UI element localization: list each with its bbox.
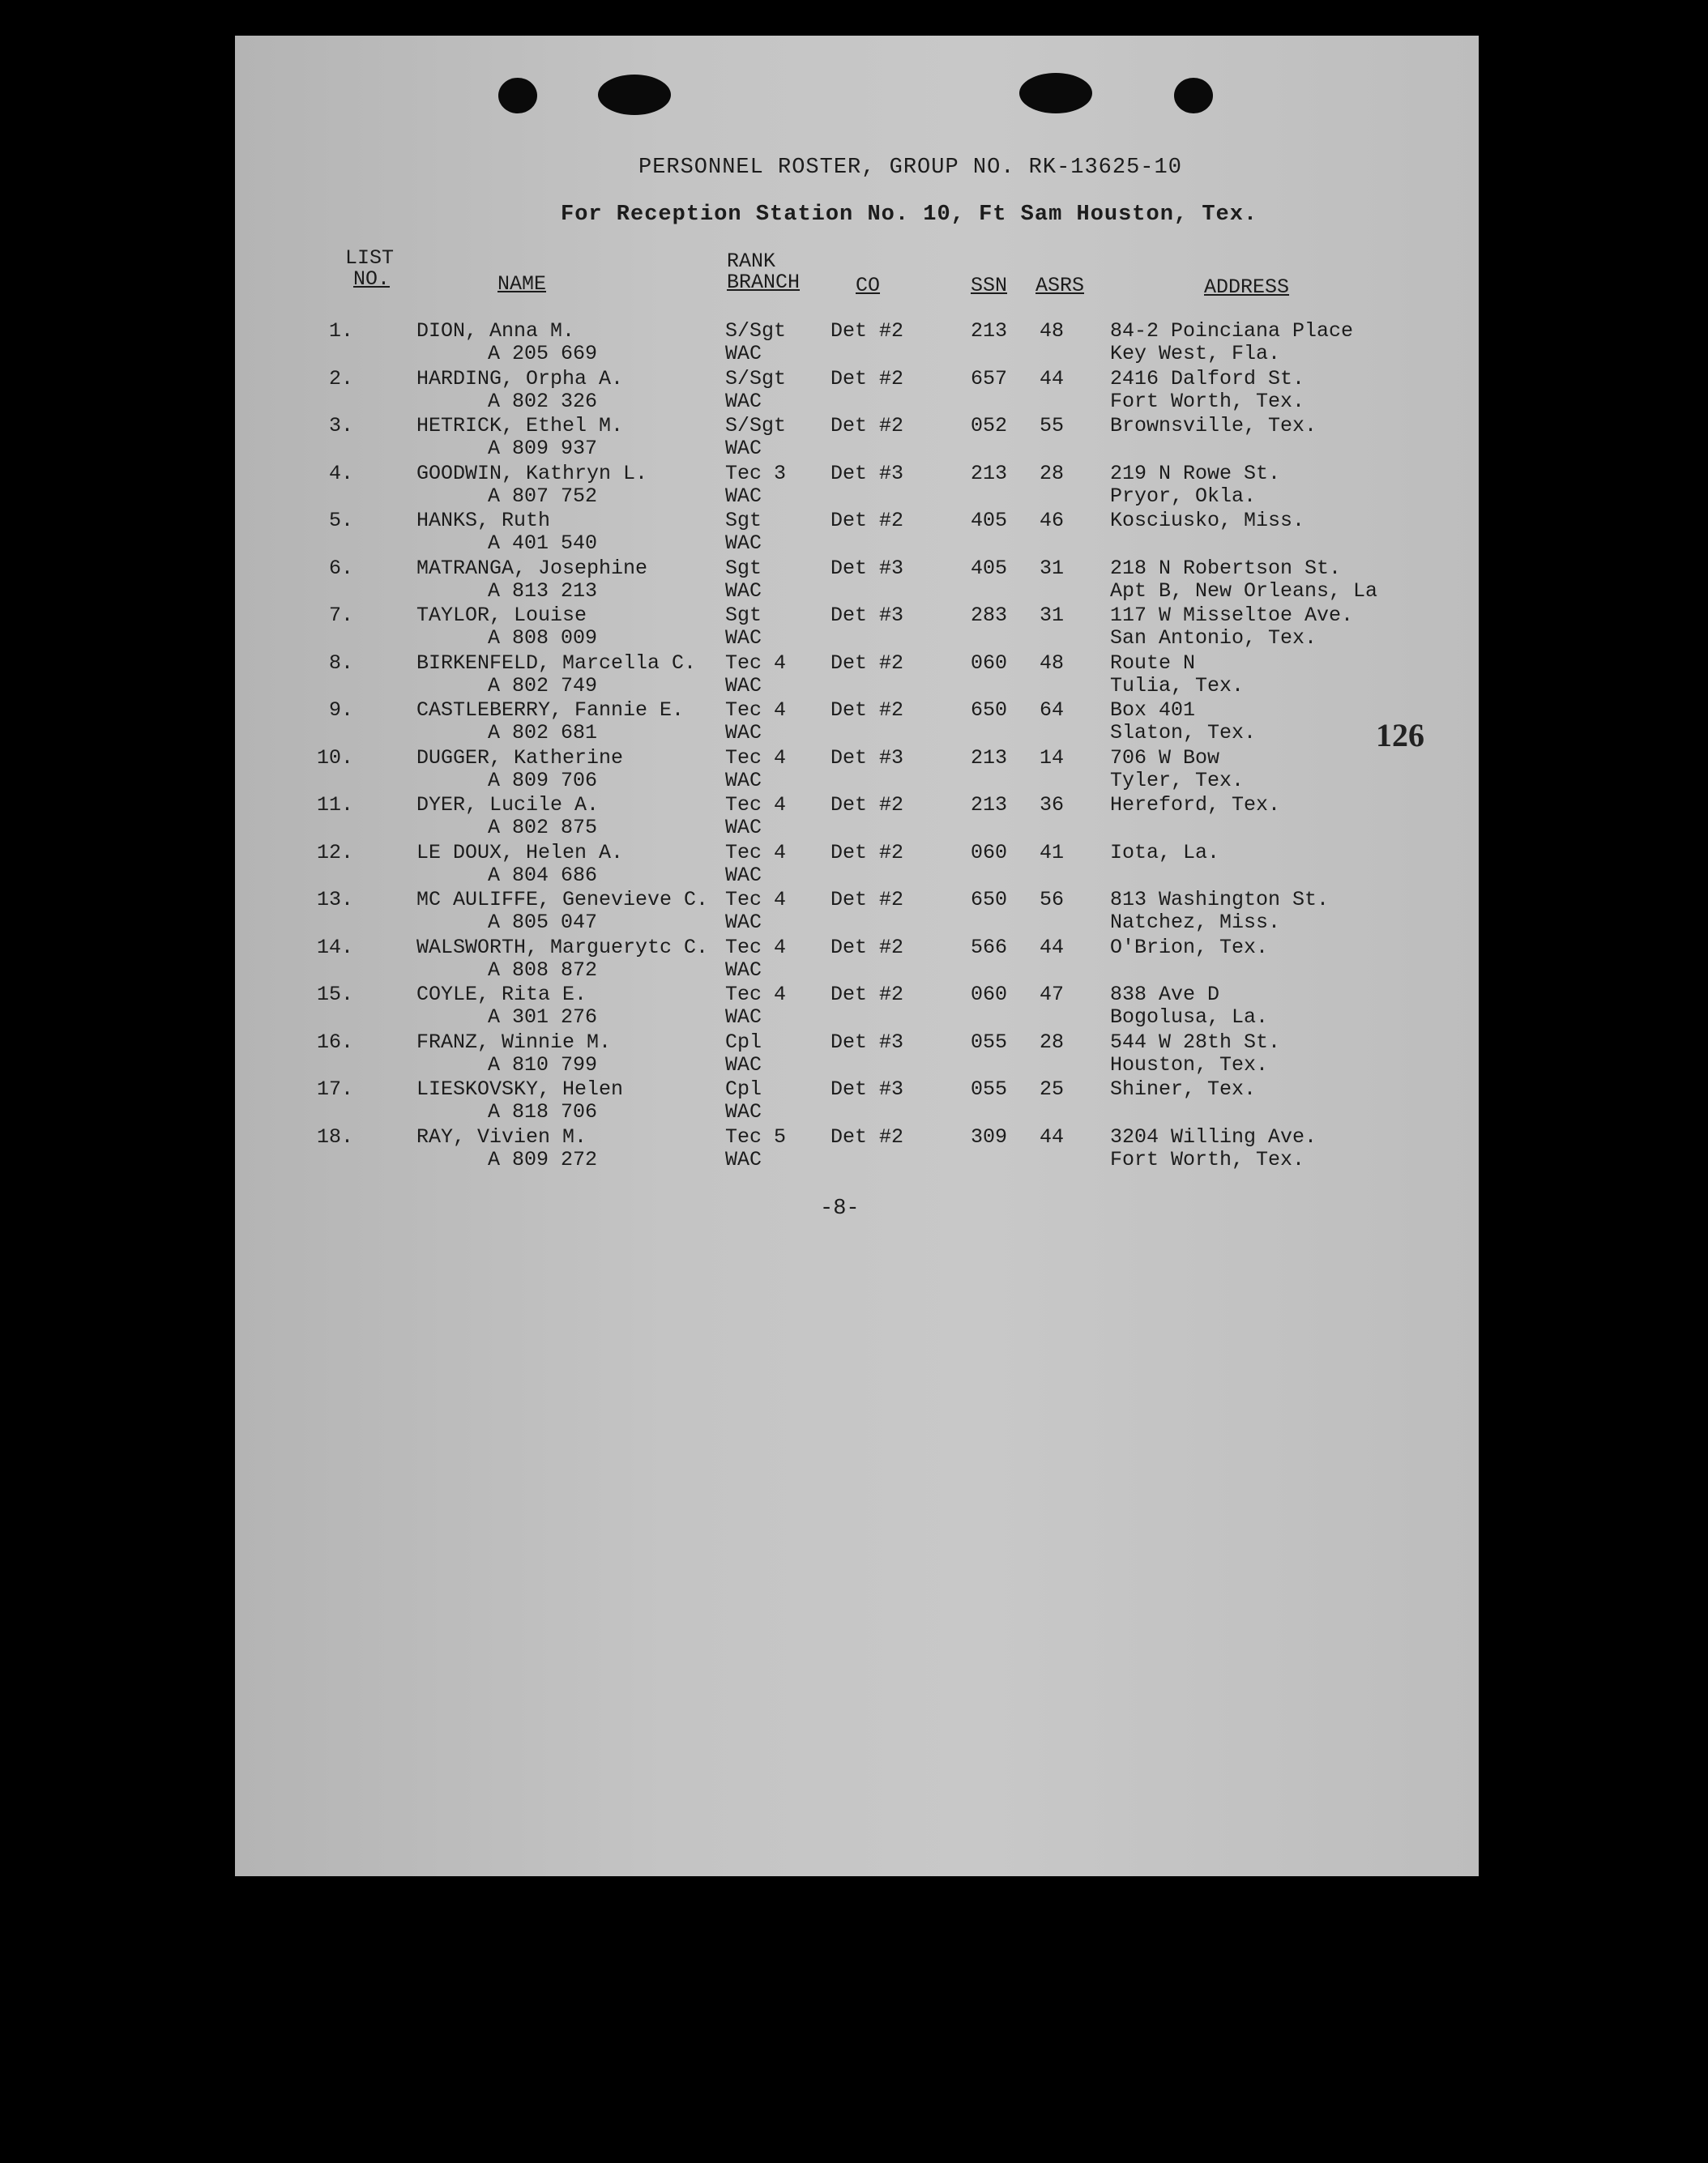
address-line-2: Fort Worth, Tex. — [1110, 1147, 1305, 1171]
column-header-name: NAME — [497, 272, 547, 296]
branch: WAC — [725, 1052, 762, 1077]
address-line-2: Key West, Fla. — [1110, 342, 1281, 365]
ssn-code: 405 — [971, 556, 1008, 580]
rank: Tec 4 — [725, 793, 787, 817]
person-name: LE DOUX, Helen A. — [416, 840, 624, 864]
rank: Cpl — [725, 1077, 762, 1101]
company: Det #2 — [831, 509, 904, 532]
address-line-1: 544 W 28th St. — [1110, 1030, 1281, 1054]
company: Det #2 — [831, 366, 904, 390]
address-line-2: Slaton, Tex. — [1110, 721, 1257, 744]
person-name: HARDING, Orpha A. — [416, 366, 624, 390]
branch: WAC — [725, 958, 762, 982]
address-line-1: Iota, La. — [1110, 840, 1220, 864]
table-row — [235, 888, 1479, 935]
rank: Tec 4 — [725, 651, 787, 675]
ssn-code: 213 — [971, 793, 1008, 817]
person-name: FRANZ, Winnie M. — [416, 1030, 612, 1054]
serial-number: A 802 681 — [488, 721, 598, 744]
asrs-score: 41 — [1040, 840, 1065, 864]
serial-number: A 810 799 — [488, 1052, 598, 1077]
branch: WAC — [725, 673, 762, 698]
ssn-code: 213 — [971, 319, 1008, 343]
row-number: 7. — [328, 604, 353, 627]
person-name: DION, Anna M. — [416, 319, 575, 343]
address-line-2: Tyler, Tex. — [1110, 768, 1245, 792]
branch: WAC — [725, 1005, 762, 1029]
company: Det #2 — [831, 840, 904, 864]
table-row — [235, 557, 1479, 604]
company: Det #2 — [831, 983, 904, 1006]
rank: Tec 5 — [725, 1124, 787, 1149]
address-line-1: 219 N Rowe St. — [1110, 461, 1281, 485]
punch-hole — [1174, 78, 1213, 113]
punch-hole — [598, 75, 671, 115]
column-header-branch-label: BRANCH — [727, 271, 801, 294]
branch: WAC — [725, 863, 762, 887]
serial-number: A 809 272 — [488, 1147, 598, 1171]
serial-number: A 818 706 — [488, 1100, 598, 1124]
person-name: CASTLEBERRY, Fannie E. — [416, 698, 685, 722]
person-name: TAYLOR, Louise — [416, 604, 587, 627]
company: Det #3 — [831, 745, 904, 770]
serial-number: A 205 669 — [488, 342, 598, 365]
table-row — [235, 1125, 1479, 1172]
ssn-code: 213 — [971, 745, 1008, 770]
asrs-score: 31 — [1040, 556, 1065, 580]
address-line-1: 84-2 Poinciana Place — [1110, 319, 1354, 343]
rank: Tec 4 — [725, 983, 787, 1006]
serial-number: A 401 540 — [488, 531, 598, 555]
row-number: 4. — [328, 461, 353, 485]
branch: WAC — [725, 1100, 762, 1124]
address-line-1: Shiner, Tex. — [1110, 1077, 1257, 1101]
person-name: WALSWORTH, Marguerytc C. — [416, 935, 709, 959]
address-line-1: 813 Washington St. — [1110, 888, 1330, 911]
table-row — [235, 319, 1479, 366]
address-line-2: Bogolusa, La. — [1110, 1005, 1269, 1029]
branch: WAC — [725, 1147, 762, 1171]
address-line-1: 838 Ave D — [1110, 983, 1220, 1006]
branch: WAC — [725, 578, 762, 603]
row-number: 3. — [328, 414, 353, 437]
stamped-number: 126 — [1376, 717, 1424, 753]
branch: WAC — [725, 437, 762, 460]
branch: WAC — [725, 768, 762, 792]
ssn-code: 650 — [971, 888, 1008, 911]
address-line-1: 2416 Dalford St. — [1110, 366, 1305, 390]
column-header-list-label: LIST — [345, 246, 395, 270]
column-header-rank-branch — [727, 251, 800, 293]
row-number: 11. — [316, 793, 353, 817]
asrs-score: 28 — [1040, 1030, 1065, 1054]
rank: S/Sgt — [725, 366, 787, 390]
company: Det #2 — [831, 1124, 904, 1149]
address-line-2: San Antonio, Tex. — [1110, 626, 1317, 650]
company: Det #3 — [831, 461, 904, 485]
asrs-score: 14 — [1040, 745, 1065, 770]
ssn-code: 283 — [971, 604, 1008, 627]
table-row — [235, 414, 1479, 461]
ssn-code: 657 — [971, 366, 1008, 390]
rank: Cpl — [725, 1030, 762, 1054]
row-number: 1. — [328, 319, 353, 343]
column-header-rank-label: RANK — [727, 250, 776, 273]
serial-number: A 808 009 — [488, 626, 598, 650]
address-line-1: 117 W Misseltoe Ave. — [1110, 604, 1354, 627]
page-number: -8- — [820, 1197, 860, 1221]
ssn-code: 213 — [971, 461, 1008, 485]
address-line-1: 3204 Willing Ave. — [1110, 1124, 1317, 1149]
row-number: 6. — [328, 556, 353, 580]
ssn-code: 060 — [971, 651, 1008, 675]
table-row — [235, 604, 1479, 651]
person-name: BIRKENFELD, Marcella C. — [416, 651, 697, 675]
row-number: 13. — [316, 888, 353, 911]
table-row — [235, 983, 1479, 1030]
row-number: 16. — [316, 1030, 353, 1054]
serial-number: A 808 872 — [488, 958, 598, 982]
asrs-score: 48 — [1040, 651, 1065, 675]
ssn-code: 055 — [971, 1077, 1008, 1101]
asrs-score: 47 — [1040, 983, 1065, 1006]
asrs-score: 44 — [1040, 1124, 1065, 1149]
asrs-score: 28 — [1040, 461, 1065, 485]
address-line-1: Box 401 — [1110, 698, 1196, 722]
person-name: HETRICK, Ethel M. — [416, 414, 624, 437]
document-title: PERSONNEL ROSTER, GROUP NO. RK-13625-10 — [638, 156, 1182, 180]
rank: Sgt — [725, 509, 762, 532]
person-name: HANKS, Ruth — [416, 509, 551, 532]
table-row — [235, 462, 1479, 509]
asrs-score: 55 — [1040, 414, 1065, 437]
asrs-score: 31 — [1040, 604, 1065, 627]
person-name: GOODWIN, Kathryn L. — [416, 461, 648, 485]
table-row — [235, 936, 1479, 983]
asrs-score: 48 — [1040, 319, 1065, 343]
row-number: 9. — [328, 698, 353, 722]
column-header-co: CO — [856, 274, 881, 297]
punch-hole — [498, 78, 537, 113]
ssn-code: 566 — [971, 935, 1008, 959]
branch: WAC — [725, 531, 762, 555]
ssn-code: 052 — [971, 414, 1008, 437]
address-line-2: Apt B, New Orleans, La — [1110, 578, 1378, 603]
address-line-1: Kosciusko, Miss. — [1110, 509, 1305, 532]
branch: WAC — [725, 911, 762, 934]
serial-number: A 802 875 — [488, 816, 598, 839]
ssn-code: 309 — [971, 1124, 1008, 1149]
row-number: 14. — [316, 935, 353, 959]
table-row — [235, 698, 1479, 745]
column-header-address: ADDRESS — [1204, 275, 1290, 299]
company: Det #2 — [831, 698, 904, 722]
person-name: RAY, Vivien M. — [416, 1124, 587, 1149]
branch: WAC — [725, 342, 762, 365]
asrs-score: 44 — [1040, 366, 1065, 390]
row-number: 17. — [316, 1077, 353, 1101]
serial-number: A 301 276 — [488, 1005, 598, 1029]
table-row — [235, 1077, 1479, 1124]
row-number: 5. — [328, 509, 353, 532]
serial-number: A 802 326 — [488, 389, 598, 413]
address-line-1: 218 N Robertson St. — [1110, 556, 1342, 580]
serial-number: A 813 213 — [488, 578, 598, 603]
punch-hole — [1019, 73, 1092, 113]
column-header-asrs: ASRS — [1035, 274, 1085, 297]
branch: WAC — [725, 484, 762, 508]
ssn-code: 405 — [971, 509, 1008, 532]
company: Det #3 — [831, 1030, 904, 1054]
row-number: 2. — [328, 366, 353, 390]
rank: Tec 4 — [725, 745, 787, 770]
rank: Tec 4 — [725, 888, 787, 911]
serial-number: A 802 749 — [488, 673, 598, 698]
address-line-2: Houston, Tex. — [1110, 1052, 1269, 1077]
company: Det #3 — [831, 1077, 904, 1101]
company: Det #2 — [831, 935, 904, 959]
row-number: 12. — [316, 840, 353, 864]
column-header-ssn: SSN — [971, 274, 1008, 297]
person-name: MC AULIFFE, Genevieve C. — [416, 888, 709, 911]
rank: S/Sgt — [725, 319, 787, 343]
roster-page — [235, 36, 1479, 1876]
company: Det #3 — [831, 604, 904, 627]
company: Det #2 — [831, 414, 904, 437]
rank: Tec 4 — [725, 698, 787, 722]
address-line-1: 706 W Bow — [1110, 745, 1220, 770]
asrs-score: 64 — [1040, 698, 1065, 722]
person-name: DYER, Lucile A. — [416, 793, 600, 817]
ssn-code: 060 — [971, 983, 1008, 1006]
branch: WAC — [725, 816, 762, 839]
branch: WAC — [725, 626, 762, 650]
table-row — [235, 1030, 1479, 1077]
row-number: 15. — [316, 983, 353, 1006]
row-number: 18. — [316, 1124, 353, 1149]
row-number: 8. — [328, 651, 353, 675]
rank: Tec 3 — [725, 461, 787, 485]
branch: WAC — [725, 721, 762, 744]
serial-number: A 807 752 — [488, 484, 598, 508]
address-line-1: Brownsville, Tex. — [1110, 414, 1317, 437]
company: Det #2 — [831, 888, 904, 911]
table-row — [235, 793, 1479, 840]
serial-number: A 804 686 — [488, 863, 598, 887]
serial-number: A 805 047 — [488, 911, 598, 934]
asrs-score: 25 — [1040, 1077, 1065, 1101]
column-header-list-no — [345, 248, 394, 290]
address-line-2: Fort Worth, Tex. — [1110, 389, 1305, 413]
address-line-1: O'Brion, Tex. — [1110, 935, 1269, 959]
table-row — [235, 651, 1479, 698]
person-name: COYLE, Rita E. — [416, 983, 587, 1006]
address-line-2: Natchez, Miss. — [1110, 911, 1281, 934]
ssn-code: 060 — [971, 840, 1008, 864]
asrs-score: 36 — [1040, 793, 1065, 817]
person-name: LIESKOVSKY, Helen — [416, 1077, 624, 1101]
rank: Sgt — [725, 556, 762, 580]
rank: S/Sgt — [725, 414, 787, 437]
table-row — [235, 841, 1479, 888]
table-row — [235, 746, 1479, 793]
address-line-2: Pryor, Okla. — [1110, 484, 1257, 508]
asrs-score: 46 — [1040, 509, 1065, 532]
serial-number: A 809 706 — [488, 768, 598, 792]
company: Det #2 — [831, 793, 904, 817]
row-number: 10. — [316, 745, 353, 770]
branch: WAC — [725, 389, 762, 413]
table-row — [235, 367, 1479, 414]
asrs-score: 44 — [1040, 935, 1065, 959]
company: Det #2 — [831, 319, 904, 343]
rank: Tec 4 — [725, 840, 787, 864]
address-line-2: Tulia, Tex. — [1110, 673, 1245, 698]
table-row — [235, 509, 1479, 556]
address-line-1: Route N — [1110, 651, 1196, 675]
person-name: MATRANGA, Josephine — [416, 556, 648, 580]
serial-number: A 809 937 — [488, 437, 598, 460]
ssn-code: 055 — [971, 1030, 1008, 1054]
address-line-1: Hereford, Tex. — [1110, 793, 1281, 817]
ssn-code: 650 — [971, 698, 1008, 722]
company: Det #3 — [831, 556, 904, 580]
rank: Sgt — [725, 604, 762, 627]
document-subtitle: For Reception Station No. 10, Ft Sam Houston, Tex. — [561, 203, 1258, 227]
person-name: DUGGER, Katherine — [416, 745, 624, 770]
asrs-score: 56 — [1040, 888, 1065, 911]
column-header-no-label: NO. — [353, 267, 391, 291]
company: Det #2 — [831, 651, 904, 675]
rank: Tec 4 — [725, 935, 787, 959]
